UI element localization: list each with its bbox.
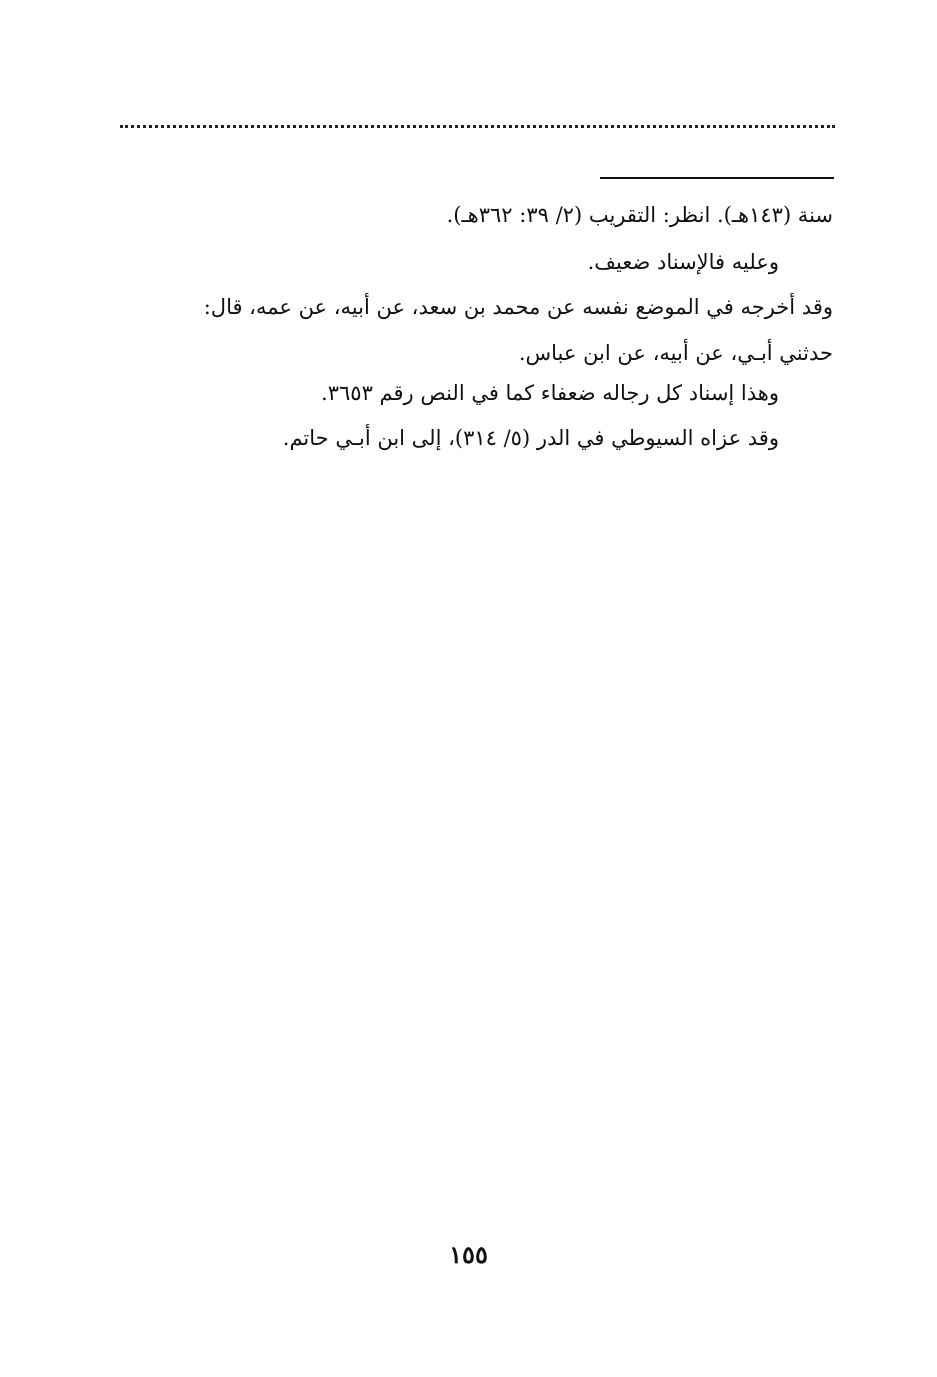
footnote-line-3: وقد أخرجه في الموضع نفسه عن محمد بن سعد، عن أبيه، عن عمه، قال: (203, 295, 833, 319)
footnote-separator-line (600, 177, 834, 179)
footnote-line-5: وهذا إسناد كل رجاله ضعفاء كما في النص رقم ٣٦٥٣. (321, 381, 779, 405)
footnote-line-6: وقد عزاه السيوطي في الدر (٥/ ٣١٤)، إلى ابن أبـي حاتم. (282, 426, 779, 450)
footnote-line-2: وعليه فالإسناد ضعيف. (587, 250, 779, 274)
dotted-separator (120, 125, 835, 128)
page-number: ١٥٥ (449, 1240, 488, 1269)
footnote-line-1: سنة (١٤٣هـ). انظر: التقريب (٢/ ٣٩: ٣٦٢هـ). (446, 203, 833, 227)
footnote-line-4: حدثني أبـي، عن أبيه، عن ابن عباس. (518, 341, 833, 365)
